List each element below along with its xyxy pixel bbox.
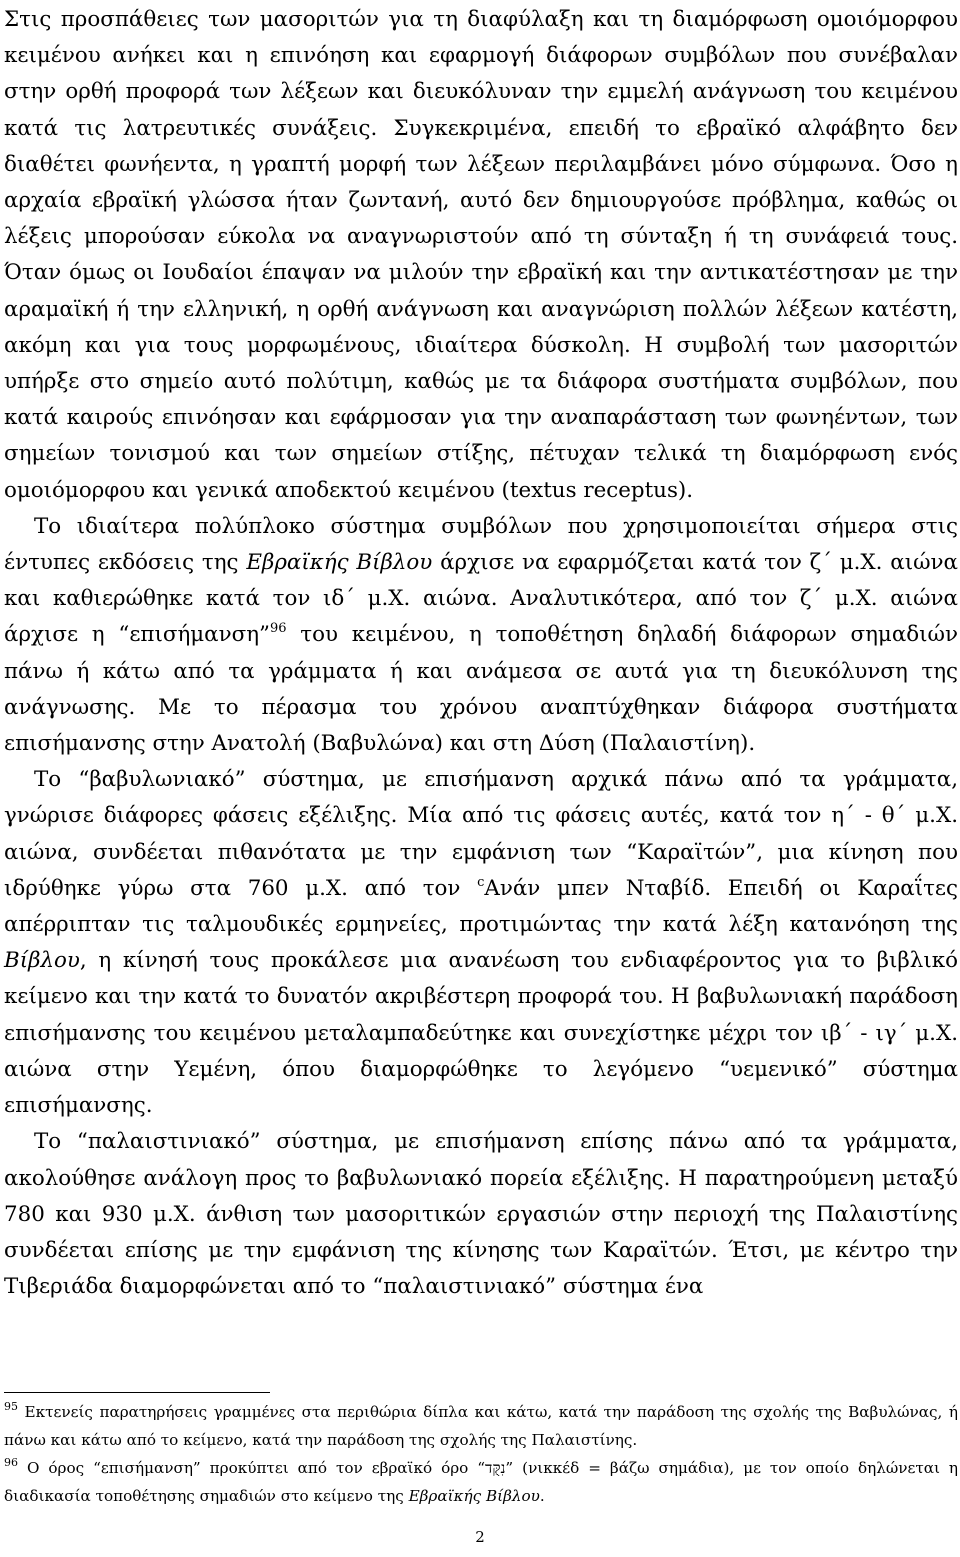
main-text [4,2,958,1305]
paragraph-3-text-a: Το “βαβυλωνιακό” σύστημα, με επισήμανση αρχικά πάνω από τα γράμματα, γνώρισε διάφορες φάσεις εξέλιξης. Μία από τις φάσεις αυτές, κατά τον η΄ - θ΄ μ.Χ. αιώνα, συνδέεται πιθανότατα με την εμφάνιση των “Καραϊτών”, μια κίνηση που ιδρύθηκε γύρω στα 760 μ.Χ. από τον [4,767,958,901]
paragraph-2 [4,509,958,762]
footnote-ref-96[interactable]: 96 [269,621,287,637]
paragraph-2-text-b: άρχισε να εφαρμόζεται κατά τον ζ΄ μ.Χ. αιώνα και καθιερώθηκε κατά τον ιδ΄ μ.Χ. αιώνα. Αναλυτικότερα, από τον ζ΄ μ.Χ. αιώνα άρχισε η “επισήμανση” [4,550,958,648]
ayin-superscript: c [477,874,485,890]
footnote-number: 96 [4,1456,18,1469]
paragraph-4-text: Το “παλαιστινιακό” σύστημα, με επισήμανση επίσης πάνω από τα γράμματα, ακολούθησε ανάλογη προς το βαβυλωνιακό πορεία εξέλιξης. Η παρατηρούμενη μεταξύ 780 και 930 μ.Χ. άνθιση των μασοριτικών εργασιών στην περιοχή της Παλαιστίνης συνδέεται επίσης με την εμφάνιση της κίνησης των Καραϊτών. Έτσι, με κέντρο την Τιβεριάδα διαμορφώνεται από το “παλαιστινιακό” σύστημα ένα [4,1129,958,1300]
footnote-text-a: Ο όρος “επισήμανση” προκύπτει από τον εβραϊκό όρο “נִקֻּד” (νικκέδ = βάζω σημάδια), με τον οποίο δηλώνεται η διαδικασία τοποθέτησης σημαδιών στο κείμενο της [4,1459,959,1505]
page-number: 2 [475,1528,485,1546]
footnote-divider [4,1392,270,1393]
paragraph-4 [4,1124,958,1305]
paragraph-3-text-b: Ανάν μπεν Νταβίδ. Επειδή οι Καραΐτες απέρριπταν τις ταλμουδικές ερμηνείες, προτιμώντας την κατά λέξη κατανόηση της [4,875,958,938]
paragraph-1-text: Στις προσπάθειες των μασοριτών για τη διαφύλαξη και τη διαμόρφωση ομοιόμορφου κειμένου ανήκει και η επινόηση και εφαρμογή διάφορων συμβόλων που συνέβαλαν στην ορθή προφορά των λέξεων και διευκόλυναν την εμμελή ανάγνωση του κειμένου κατά τις λατρευτικές συνάξεις. Συγκεκριμένα, επειδή το εβραϊκό αλφάβητο δεν διαθέτει φωνήεντα, η γραπτή μορφή των λέξεων περιλαμβάνει μόνο σύμφωνα. Όσο η αρχαία εβραϊκή γλώσσα ήταν ζωντανή, αυτό δεν δημιουργούσε πρόβλημα, καθώς οι λέξεις μπορούσαν εύκολα να αναγνωριστούν από τη σύνταξη ή τη συνάφειά τους. Όταν όμως οι Ιουδαίοι έπαψαν να μιλούν την εβραϊκή και την αντικατέστησαν με την αραμαϊκή ή την ελληνική, η ορθή ανάγνωση και αναγνώριση πολλών λέξεων κατέστη, ακόμη και για τους μορφωμένους, ιδιαίτερα δύσκολη. Η συμβολή των μασοριτών υπήρξε στο σημείο αυτό πολύτιμη, καθώς με τα διάφορα συστήματα συμβόλων, που κατά καιρούς επινόησαν και εφάρμοσαν για την αναπαράσταση των φωνηέντων, των σημείων τονισμού και των σημείων στίξης, πέτυχαν τελικά τη διαμόρφωση ενός ομοιόμορφου και γενικά αποδεκτού κειμένου (textus receptus). [4,7,958,503]
paragraph-3-italic-title: Βίβλου [4,948,80,974]
paragraph-3-text-c: , η κίνησή τους προκάλεσε μια ανανέωση του ενδιαφέροντος για το βιβλικό κείμενο και την κατά το δυνατόν ακριβέστερη προφορά του. Η βαβυλωνιακή παράδοση επισήμανσης του κειμένου μεταλαμπαδεύτηκε και συνεχίστηκε μέχρι τον ιβ΄ - ιγ΄ μ.Χ. αιώνα στην Υεμένη, όπου διαμορφώθηκε το λεγόμενο “υεμενικό” σύστημα επισήμανσης. [4,948,958,1119]
footnote-95 [4,1398,958,1454]
footnote-text-b: . [539,1487,545,1505]
paragraph-2-text-a: Το ιδιαίτερα πολύπλοκο σύστημα συμβόλων που χρησιμοποιείται σήμερα στις έντυπες εκδόσεις της [4,513,958,576]
footnote-number: 95 [4,1400,18,1413]
paragraph-1 [4,2,958,509]
footnote-text: Εκτενείς παρατηρήσεις γραμμένες στα περιθώρια δίπλα και κάτω, κατά την παράδοση της σχολής της Βαβυλώνας, ή πάνω και κάτω από το κείμενο, κατά την παράδοση της σχολής της Παλαιστίνης. [4,1403,958,1449]
footnotes [4,1398,958,1510]
footnote-96 [4,1454,958,1510]
footnote-italic-title: Εβραϊκής Βίβλου [408,1487,540,1505]
paragraph-3 [4,762,958,1124]
paragraph-2-text-c: του κειμένου, η τοποθέτηση δηλαδή διάφορων σημαδιών πάνω ή κάτω από τα γράμματα ή και ανάμεσα σε αυτά για τη διευκόλυνση της ανάγνωσης. Με το πέρασμα του χρόνου αναπτύχθηκαν διάφορα συστήματα επισήμανσης στην Ανατολή (Βαβυλώνα) και στη Δύση (Παλαιστίνη). [4,622,958,757]
paragraph-2-italic-title: Εβραϊκής Βίβλου [246,550,433,576]
